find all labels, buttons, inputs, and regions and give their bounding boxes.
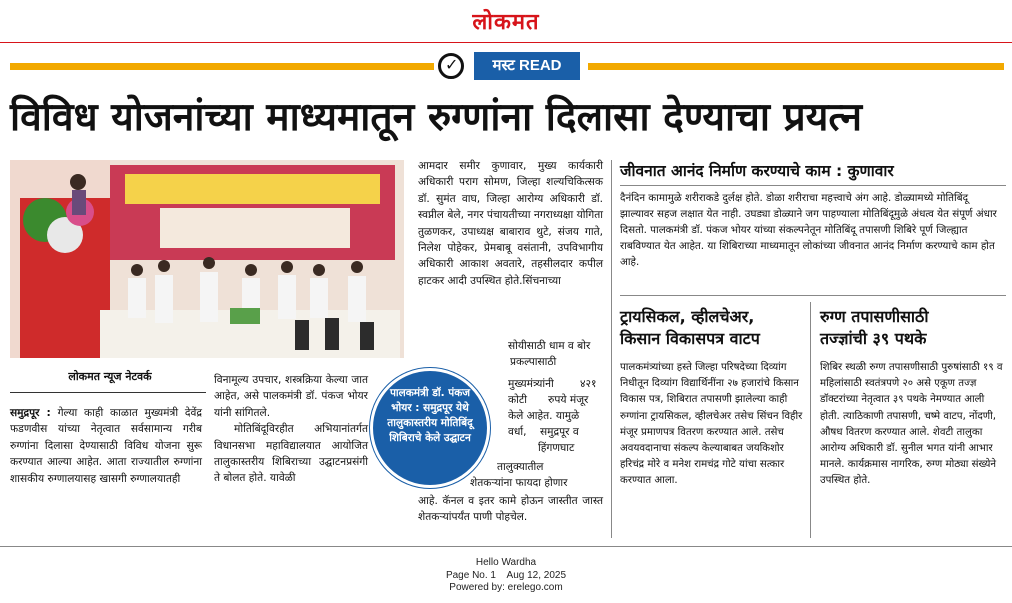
footer-powered-by: Powered by: erelego.com <box>449 582 563 593</box>
check-mark-icon: ✓ <box>438 53 464 79</box>
column-divider-2 <box>810 302 811 538</box>
sidebar-text-1: दैनंदिन कामामुळे शरीराकडे दुर्लक्ष होते. डोळा शरीराचा महत्त्वाचे अंग आहे. डोळ्यामध्ये मोतिबिंदू झाल्यावर सहज लक्षात येत नाही. उघड्या डोळ्याने जग पाहण्याला मोतिबिंदूमुळे अंधत्व येत संपूर्ण अंधार दिसतो. पालकमंत्री डॉ. पंकज भोयर यांच्या संकल्पनेतून मोतिबिंदू तपासणी शिबिरे पूर्ण जिल्ह्यात राबविण्यात येत आहेत. या शिबिराच्या माध्यमातून लोकांच्या जीवनात आनंद निर्माण करण्याचे काम होत आहे. <box>620 192 997 268</box>
sidebar-divider <box>620 295 1006 296</box>
page-footer <box>0 557 1012 595</box>
footer-edition: Hello Wardha <box>475 557 537 568</box>
byline-rule <box>10 392 206 393</box>
column-1-text: गेल्या काही काळात मुख्यमंत्री देवेंद्र फडणवीस यांच्या नेतृत्वात सर्वसामान्य गरीब रुग्णांना दिलासा देण्यासाठी विविध योजना सुरू करण्यात आल्या आहेत. आता राज्यातील रुग्णांना शासकीय रुग्णालयासह खासगी रुग्णालयातही <box>10 407 202 485</box>
sidebar-heading-1: जीवनात आनंद निर्माण करण्याचे काम : कुणावार <box>620 162 894 180</box>
masthead-rule <box>0 42 1012 43</box>
must-read-bar-right <box>588 63 1004 70</box>
dateline: समुद्रपूर : <box>10 407 51 419</box>
column-3-line-4a: कोटी <box>508 394 527 406</box>
column-3-line-3a: मुख्यमंत्र्यांनी <box>508 378 554 390</box>
column-3-bottom: आहे. कॅनल व इतर कामे होऊन जास्तीत जास्त शेतकऱ्यांपर्यंत पाणी पोहचेल. <box>418 495 603 524</box>
pull-quote-circle <box>370 368 490 488</box>
column-3-line-7: हिंगणघाट <box>538 442 575 454</box>
must-read-logo <box>436 52 582 82</box>
column-3-line-5: केले आहेत. यामुळे <box>508 410 580 422</box>
column-3-line-4b: रुपये मंजूर <box>548 394 589 406</box>
must-read-bar-left <box>10 63 434 70</box>
column-2-paragraph-2: मोतिबिंदूविरहीत अभियानांतर्गत विधानसभा महाविद्यालयात आयोजित तालुकास्तरीय शिबिराच्या उद्घाटनप्रसंगी ते बोलत होते. यावेळी <box>214 423 368 485</box>
column-divider-1 <box>611 160 612 538</box>
must-read-label: मस्ट READ <box>474 52 580 80</box>
sidebar-heading-rule <box>620 185 1006 186</box>
article-column-3-top: आमदार समीर कुणावार, मुख्य कार्यकारी अधिकारी पराग सोमण, जिल्हा शल्यचिकित्सक डॉ. सुमंत वाघ, जिल्हा आरोग्य अधिकारी डॉ. स्वप्नील बेले, नगर पंचायतीच्या नगराध्यक्षा योगिता तुळणकर, उपाध्यक्ष बाबाराव थुटे, संजय गाते, निलेश पोहेकर, प्रेमबाबू वसंतानी, उपविभागीय अधिकारी आकाश अवतारे, तहसीलदार कपील हाटकर आदी उपस्थित होते.सिंचनाच्या <box>418 160 603 287</box>
masthead-logo: लोकमत <box>472 9 540 35</box>
article-headline: विविध योजनांच्या माध्यमातून रुग्णांना दिलासा देण्याचा प्रयत्न <box>10 95 862 140</box>
sidebar-heading-3-line-2: तज्ज्ञांची ३९ पथके <box>820 329 927 348</box>
sidebar-heading-2 <box>620 306 805 350</box>
column-2-paragraph-1: विनामूल्य उपचार, शस्त्रक्रिया केल्या जात आहेत, असे पालकमंत्री डॉ. पंकज भोयर यांनी सांगितले. <box>214 374 368 419</box>
footer-page-date: Page No. 1 Aug 12, 2025 <box>445 569 567 581</box>
sidebar-heading-2-line-2: किसान विकासपत्र वाटप <box>620 329 760 348</box>
sidebar-heading-2-line-1: ट्रायसिकल, व्हीलचेअर, <box>620 307 755 326</box>
column-3-line-6b: समुद्रपूर व <box>540 426 579 438</box>
column-3-line-1: सोयीसाठी धाम व बोर <box>508 340 591 352</box>
article-column-2 <box>214 372 368 487</box>
pull-quote-text: पालकमंत्री डॉ. पंकज भोयर : समुद्रपूर येथे तालुकास्तरीय मोतिबिंदू शिबिराचे केले उद्घाटन <box>387 387 473 444</box>
column-3-line-9: शेतकऱ्यांना फायदा होणार <box>470 477 568 489</box>
article-column-1 <box>10 405 202 487</box>
sidebar-heading-3-line-1: रुग्ण तपासणीसाठी <box>820 307 929 326</box>
byline: लोकमत न्यूज नेटवर्क <box>68 370 152 383</box>
column-3-line-6a: वर्धा, <box>508 426 527 438</box>
sidebar-text-2: पालकमंत्र्यांच्या हस्ते जिल्हा परिषदेच्या दिव्यांग निधीतून दिव्यांग विद्यार्थिनींना २७ हजारांचे किसान विकास पत्र, शिबिरात तपासणी झालेल्या काही रुग्णांना ट्रायसिकल, व्हीलचेअर तसेच सिंचन विहीर मंजूर प्रमाणपत्र वितरण करण्यात आले. तसेच अवयवदानाचा संकल्प केल्याबाबत जयकिशोर हरिचंद्र मोरे व मनेश रामचंद्र गोटे यांचा सत्कार करण्यात आला. <box>620 362 803 487</box>
sidebar-heading-3 <box>820 306 1008 350</box>
event-photo <box>10 160 404 358</box>
sidebar-text-3: शिबिर स्थळी रुग्ण तपासणीसाठी पुरुषांसाठी १९ व महिलांसाठी स्वतंत्रपणे २० असे एकूण तज्ज्ञ डॉक्टरांच्या नेतृत्वात ३९ पथके नेमण्यात आली होती. त्याठिकाणी तपासणी, चष्मे वाटप, नोंदणी, औषध वितरण करण्यात आले. शेवटी तालुका आरोग्य अधिकारी डॉ. सुनील भगत यांनी आभार मानले. कार्यक्रमास नागरिक, रुग्ण मोठ्या संख्येने उपस्थित होते. <box>820 362 1003 487</box>
column-3-line-2: प्रकल्पासाठी <box>510 356 557 368</box>
column-3-line-8: तालुक्यातील <box>497 461 544 473</box>
column-3-line-3b: ४२१ <box>580 378 597 390</box>
page-bottom-rule <box>0 546 1012 547</box>
